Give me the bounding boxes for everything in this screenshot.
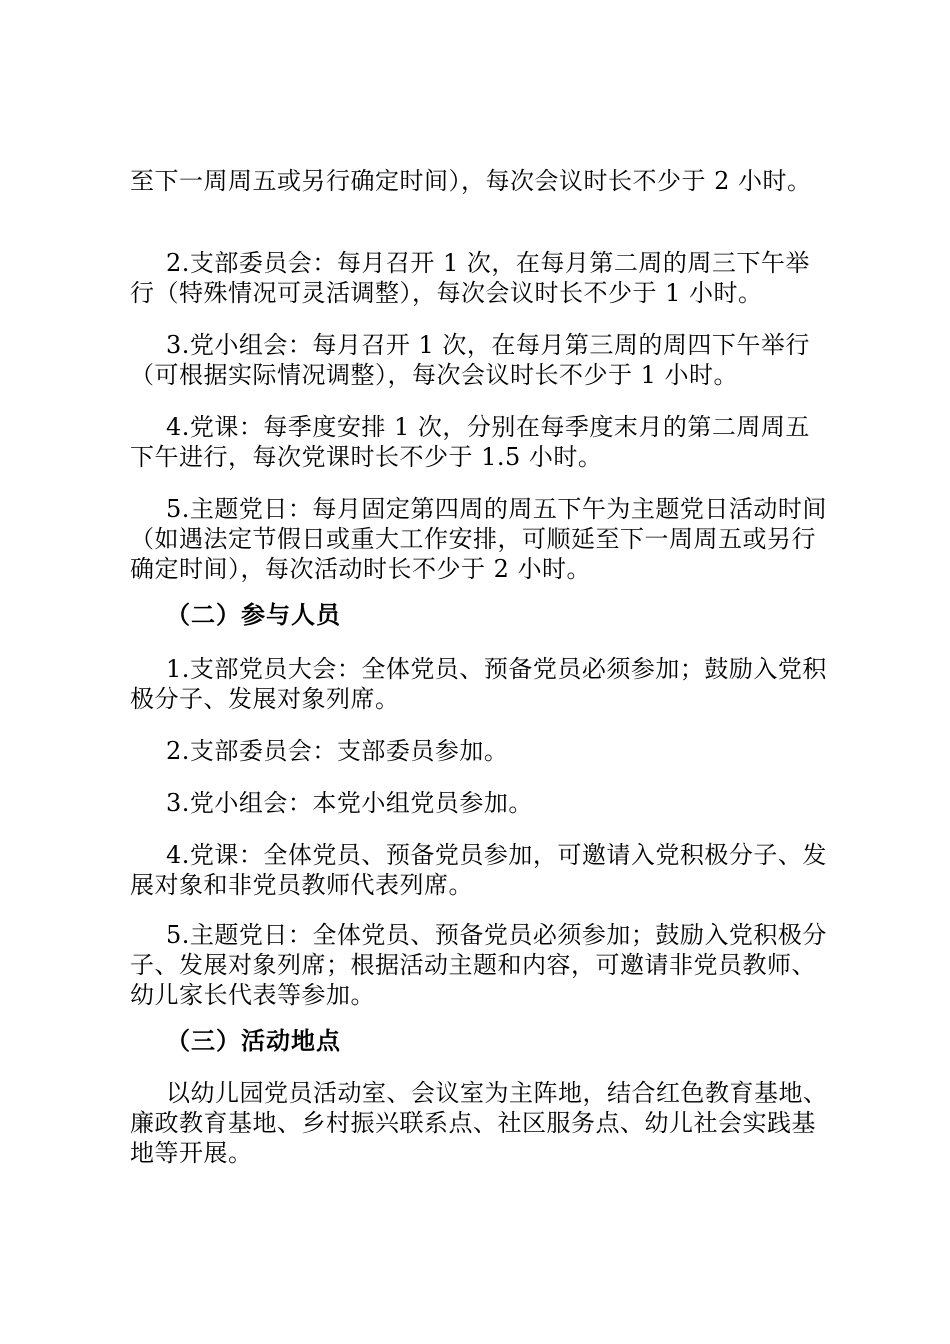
section-heading-participants: （二）参与人员	[166, 601, 341, 629]
paragraph-meeting-duration: 至下一周周五或另行确定时间），每次会议时长不少于 2 小时。	[130, 167, 812, 195]
paragraph-theme-day-schedule: 5.主题党日：每月固定第四周的周五下午为主题党日活动时间（如遇法定节假日或重大工作安排，可顺延至下一周周五或另行确定时间），每次活动时长不少于 2 小时。	[130, 495, 827, 583]
paragraph-party-lecture-schedule: 4.党课：每季度安排 1 次，分别在每季度末月的第二周周五下午进行，每次党课时长不少于 1.5 小时。	[130, 413, 810, 471]
paragraph-party-group-schedule: 3.党小组会：每月召开 1 次，在每月第三周的周四下午举行（可根据实际情况调整），每次会议时长不少于 1 小时。	[130, 331, 810, 389]
paragraph-party-lecture-participants: 4.党课：全体党员、预备党员参加，可邀请入党积极分子、发展对象和非党员教师代表列席。	[130, 841, 827, 899]
paragraph-branch-committee-schedule: 2.支部委员会：每月召开 1 次，在每月第二周的周三下午举行（特殊情况可灵活调整），每次会议时长不少于 1 小时。	[130, 249, 810, 307]
paragraph-theme-day-participants: 5.主题党日：全体党员、预备党员必须参加；鼓励入党积极分子、发展对象列席；根据活动主题和内容，可邀请非党员教师、幼儿家长代表等参加。	[130, 921, 827, 1009]
paragraph-branch-committee-participants: 2.支部委员会：支部委员参加。	[166, 737, 509, 765]
paragraph-general-meeting-participants: 1.支部党员大会：全体党员、预备党员必须参加；鼓励入党积极分子、发展对象列席。	[130, 655, 827, 713]
paragraph-activity-location: 以幼儿园党员活动室、会议室为主阵地，结合红色教育基地、廉政教育基地、乡村振兴联系点、社区服务点、幼儿社会实践基地等开展。	[130, 1079, 828, 1167]
paragraph-party-group-participants: 3.党小组会：本党小组党员参加。	[166, 789, 533, 817]
section-heading-location: （三）活动地点	[166, 1027, 341, 1055]
